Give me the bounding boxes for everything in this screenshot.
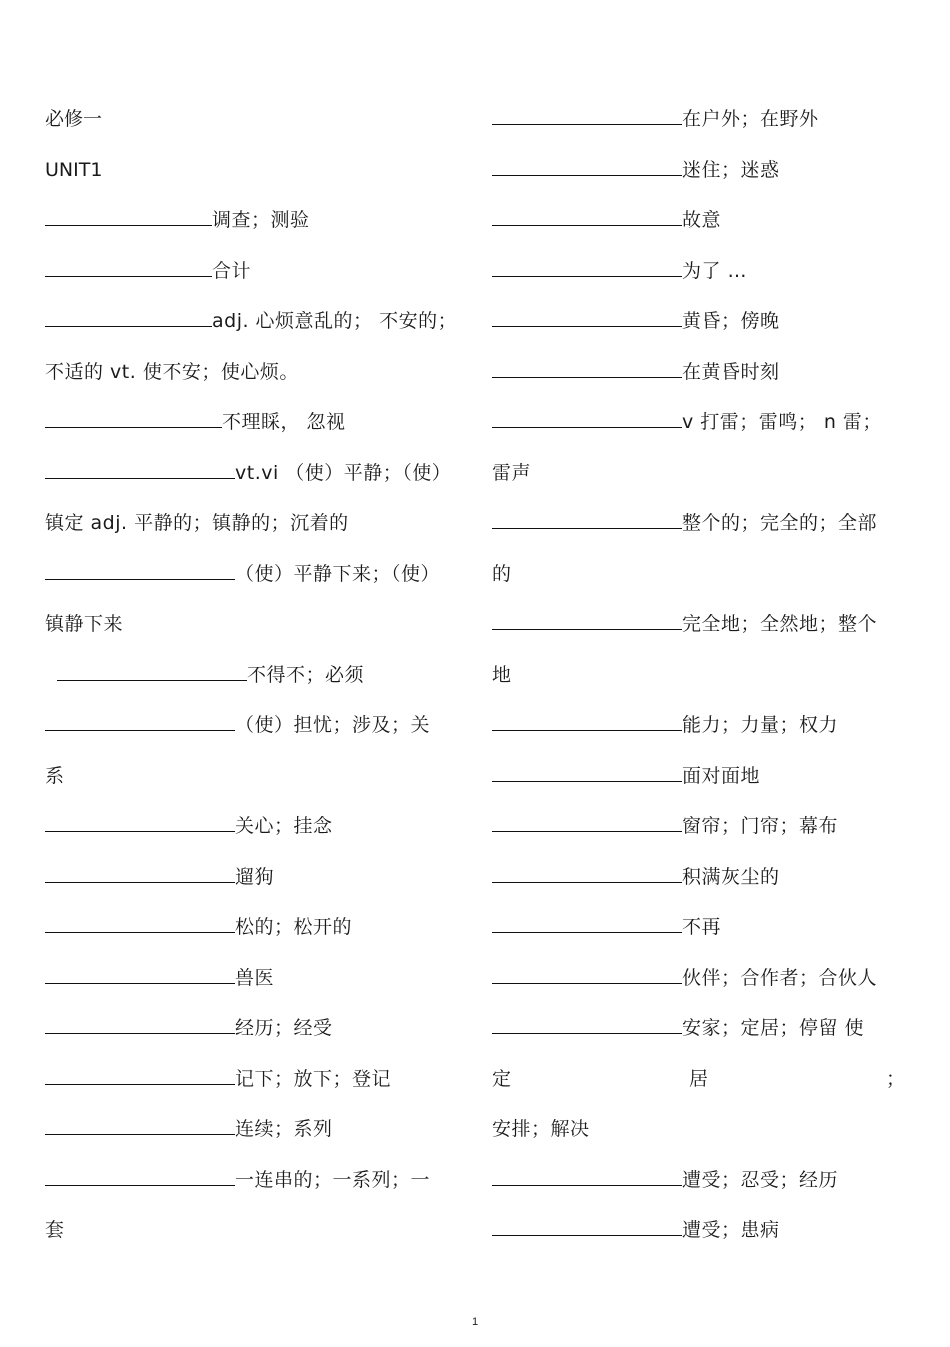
answer-blank[interactable] (45, 1161, 235, 1186)
vocab-line (492, 504, 907, 555)
text-fragment: 定 (492, 1067, 512, 1090)
vocab-line (492, 1211, 907, 1262)
vocab-line (492, 454, 907, 505)
vocab-line (45, 1009, 465, 1060)
vocab-line (492, 1110, 907, 1161)
justified-text (492, 1060, 905, 1098)
vocab-line (45, 1161, 465, 1212)
vocab-line (45, 353, 465, 404)
gloss-text: 镇定 adj. 平静的；镇静的；沉着的 (45, 512, 349, 534)
gloss-text: 故意 (682, 209, 722, 231)
vocab-line (45, 858, 465, 909)
answer-blank[interactable] (492, 302, 682, 327)
gloss-text: 迷住；迷惑 (682, 158, 780, 181)
gloss-text: 合计 (212, 259, 252, 282)
vocab-line (45, 1060, 465, 1111)
answer-blank[interactable] (45, 403, 222, 428)
gloss-text: 套 (45, 1219, 65, 1241)
answer-blank[interactable] (45, 201, 212, 226)
vocab-line (492, 1060, 907, 1111)
vocab-line (492, 757, 907, 808)
gloss-text: 不得不；必须 (247, 663, 365, 686)
gloss-text: 系 (45, 764, 65, 787)
gloss-text: 为了 … (682, 259, 748, 282)
vocab-line (45, 403, 465, 454)
gloss-text: 地 (492, 663, 512, 686)
answer-blank[interactable] (492, 757, 682, 782)
vocab-line (492, 403, 907, 454)
gloss-text: 完全地；全然地；整个 (682, 613, 878, 635)
right-column (492, 100, 907, 1262)
right-vocab-list (492, 100, 907, 1262)
gloss-text: 安家；定居；停留 使 (682, 1017, 865, 1039)
vocab-line (492, 656, 907, 707)
vocab-line (492, 151, 907, 202)
text-fragment: ； (885, 1067, 905, 1090)
vocab-line (45, 504, 465, 555)
answer-blank[interactable] (492, 100, 682, 125)
gloss-text: 不再 (682, 916, 722, 938)
gloss-text: 遛狗 (235, 865, 275, 888)
vocab-line (45, 757, 465, 808)
vocab-line (45, 908, 465, 959)
vocab-line (492, 201, 907, 252)
answer-blank[interactable] (45, 454, 235, 479)
vocab-line (45, 201, 465, 252)
vocab-line (492, 605, 907, 656)
vocab-line (45, 706, 465, 757)
vocab-line (492, 858, 907, 909)
vocab-line (492, 555, 907, 606)
book-label: 必修一 (45, 108, 103, 130)
answer-blank[interactable] (45, 1110, 235, 1135)
gloss-text: 关心；挂念 (235, 815, 333, 837)
vocab-line (45, 959, 465, 1010)
gloss-text: adj. 心烦意乱的； 不安的； (212, 310, 458, 332)
vocab-line (45, 252, 465, 303)
answer-blank[interactable] (492, 201, 682, 226)
answer-blank[interactable] (492, 151, 682, 176)
answer-blank[interactable] (492, 252, 682, 277)
answer-blank[interactable] (45, 807, 235, 832)
answer-blank[interactable] (57, 656, 247, 681)
answer-blank[interactable] (45, 555, 235, 580)
gloss-text: 整个的；完全的；全部 (682, 512, 878, 534)
book-title (45, 100, 465, 151)
vocab-line (492, 908, 907, 959)
gloss-text: 镇静下来 (45, 613, 124, 635)
gloss-text: 的 (492, 562, 512, 585)
answer-blank[interactable] (45, 959, 235, 984)
answer-blank[interactable] (45, 908, 235, 933)
vocab-line (492, 252, 907, 303)
gloss-text: 调查；测验 (212, 209, 310, 231)
vocab-line (492, 959, 907, 1010)
vocab-line (45, 605, 465, 656)
vocab-line (45, 1110, 465, 1161)
gloss-text: 遭受；忍受；经历 (682, 1168, 839, 1191)
vocab-line (492, 706, 907, 757)
gloss-text: v 打雷；雷鸣； n 雷； (682, 411, 882, 433)
page-number: 1 (471, 1316, 479, 1328)
gloss-text: （使）平静下来；（使） (235, 562, 441, 585)
left-vocab-list (45, 201, 465, 1262)
answer-blank[interactable] (45, 1060, 235, 1085)
gloss-text: vt.vi （使）平静；（使） (235, 461, 452, 484)
vocab-line (45, 656, 465, 707)
gloss-text: 不适的 vt. 使不安；使心烦。 (45, 360, 299, 383)
gloss-text: 在黄昏时刻 (682, 360, 780, 383)
vocab-line (45, 807, 465, 858)
gloss-text: 在户外；在野外 (682, 108, 819, 130)
gloss-text: 面对面地 (682, 764, 761, 787)
vocab-line (492, 1009, 907, 1060)
gloss-text: 遭受；患病 (682, 1219, 780, 1241)
vocab-line (492, 100, 907, 151)
unit-label: UNIT1 (45, 158, 103, 181)
answer-blank[interactable] (492, 605, 682, 630)
gloss-text: 窗帘；门帘；幕布 (682, 815, 839, 837)
answer-blank[interactable] (492, 1161, 682, 1186)
vocab-line (45, 302, 465, 353)
vocab-line (492, 807, 907, 858)
answer-blank[interactable] (492, 807, 682, 832)
gloss-text: 不理睬， 忽视 (222, 411, 346, 433)
gloss-text: 雷声 (492, 461, 532, 484)
gloss-text: 兽医 (235, 966, 275, 989)
answer-blank[interactable] (45, 252, 212, 277)
answer-blank[interactable] (45, 1009, 235, 1034)
unit-title (45, 151, 465, 202)
answer-blank[interactable] (45, 858, 235, 883)
answer-blank[interactable] (492, 504, 682, 529)
vocab-line (492, 302, 907, 353)
gloss-text: 一连串的；一系列；一 (235, 1168, 431, 1191)
answer-blank[interactable] (492, 1211, 682, 1236)
answer-blank[interactable] (45, 302, 212, 327)
gloss-text: （使）担忧；涉及；关 (235, 714, 431, 736)
vocab-line (45, 454, 465, 505)
answer-blank[interactable] (492, 858, 682, 883)
vocab-line (492, 353, 907, 404)
gloss-text: 黄昏；傍晚 (682, 310, 780, 332)
answer-blank[interactable] (492, 908, 682, 933)
answer-blank[interactable] (492, 353, 682, 378)
answer-blank[interactable] (492, 959, 682, 984)
answer-blank[interactable] (492, 706, 682, 731)
vocab-line (45, 555, 465, 606)
answer-blank[interactable] (492, 1009, 682, 1034)
gloss-text: 记下；放下；登记 (235, 1067, 392, 1090)
vocab-line (45, 1211, 465, 1262)
gloss-text: 松的；松开的 (235, 916, 353, 938)
text-fragment: 居 (688, 1067, 708, 1090)
answer-blank[interactable] (492, 403, 682, 428)
gloss-text: 积满灰尘的 (682, 865, 780, 888)
gloss-text: 伙伴；合作者；合伙人 (682, 966, 878, 989)
vocab-line (492, 1161, 907, 1212)
gloss-text: 连续；系列 (235, 1118, 333, 1140)
gloss-text: 能力；力量；权力 (682, 714, 839, 736)
left-column (45, 100, 465, 1262)
gloss-text: 经历；经受 (235, 1017, 333, 1039)
gloss-text: 安排；解决 (492, 1118, 590, 1140)
answer-blank[interactable] (45, 706, 235, 731)
